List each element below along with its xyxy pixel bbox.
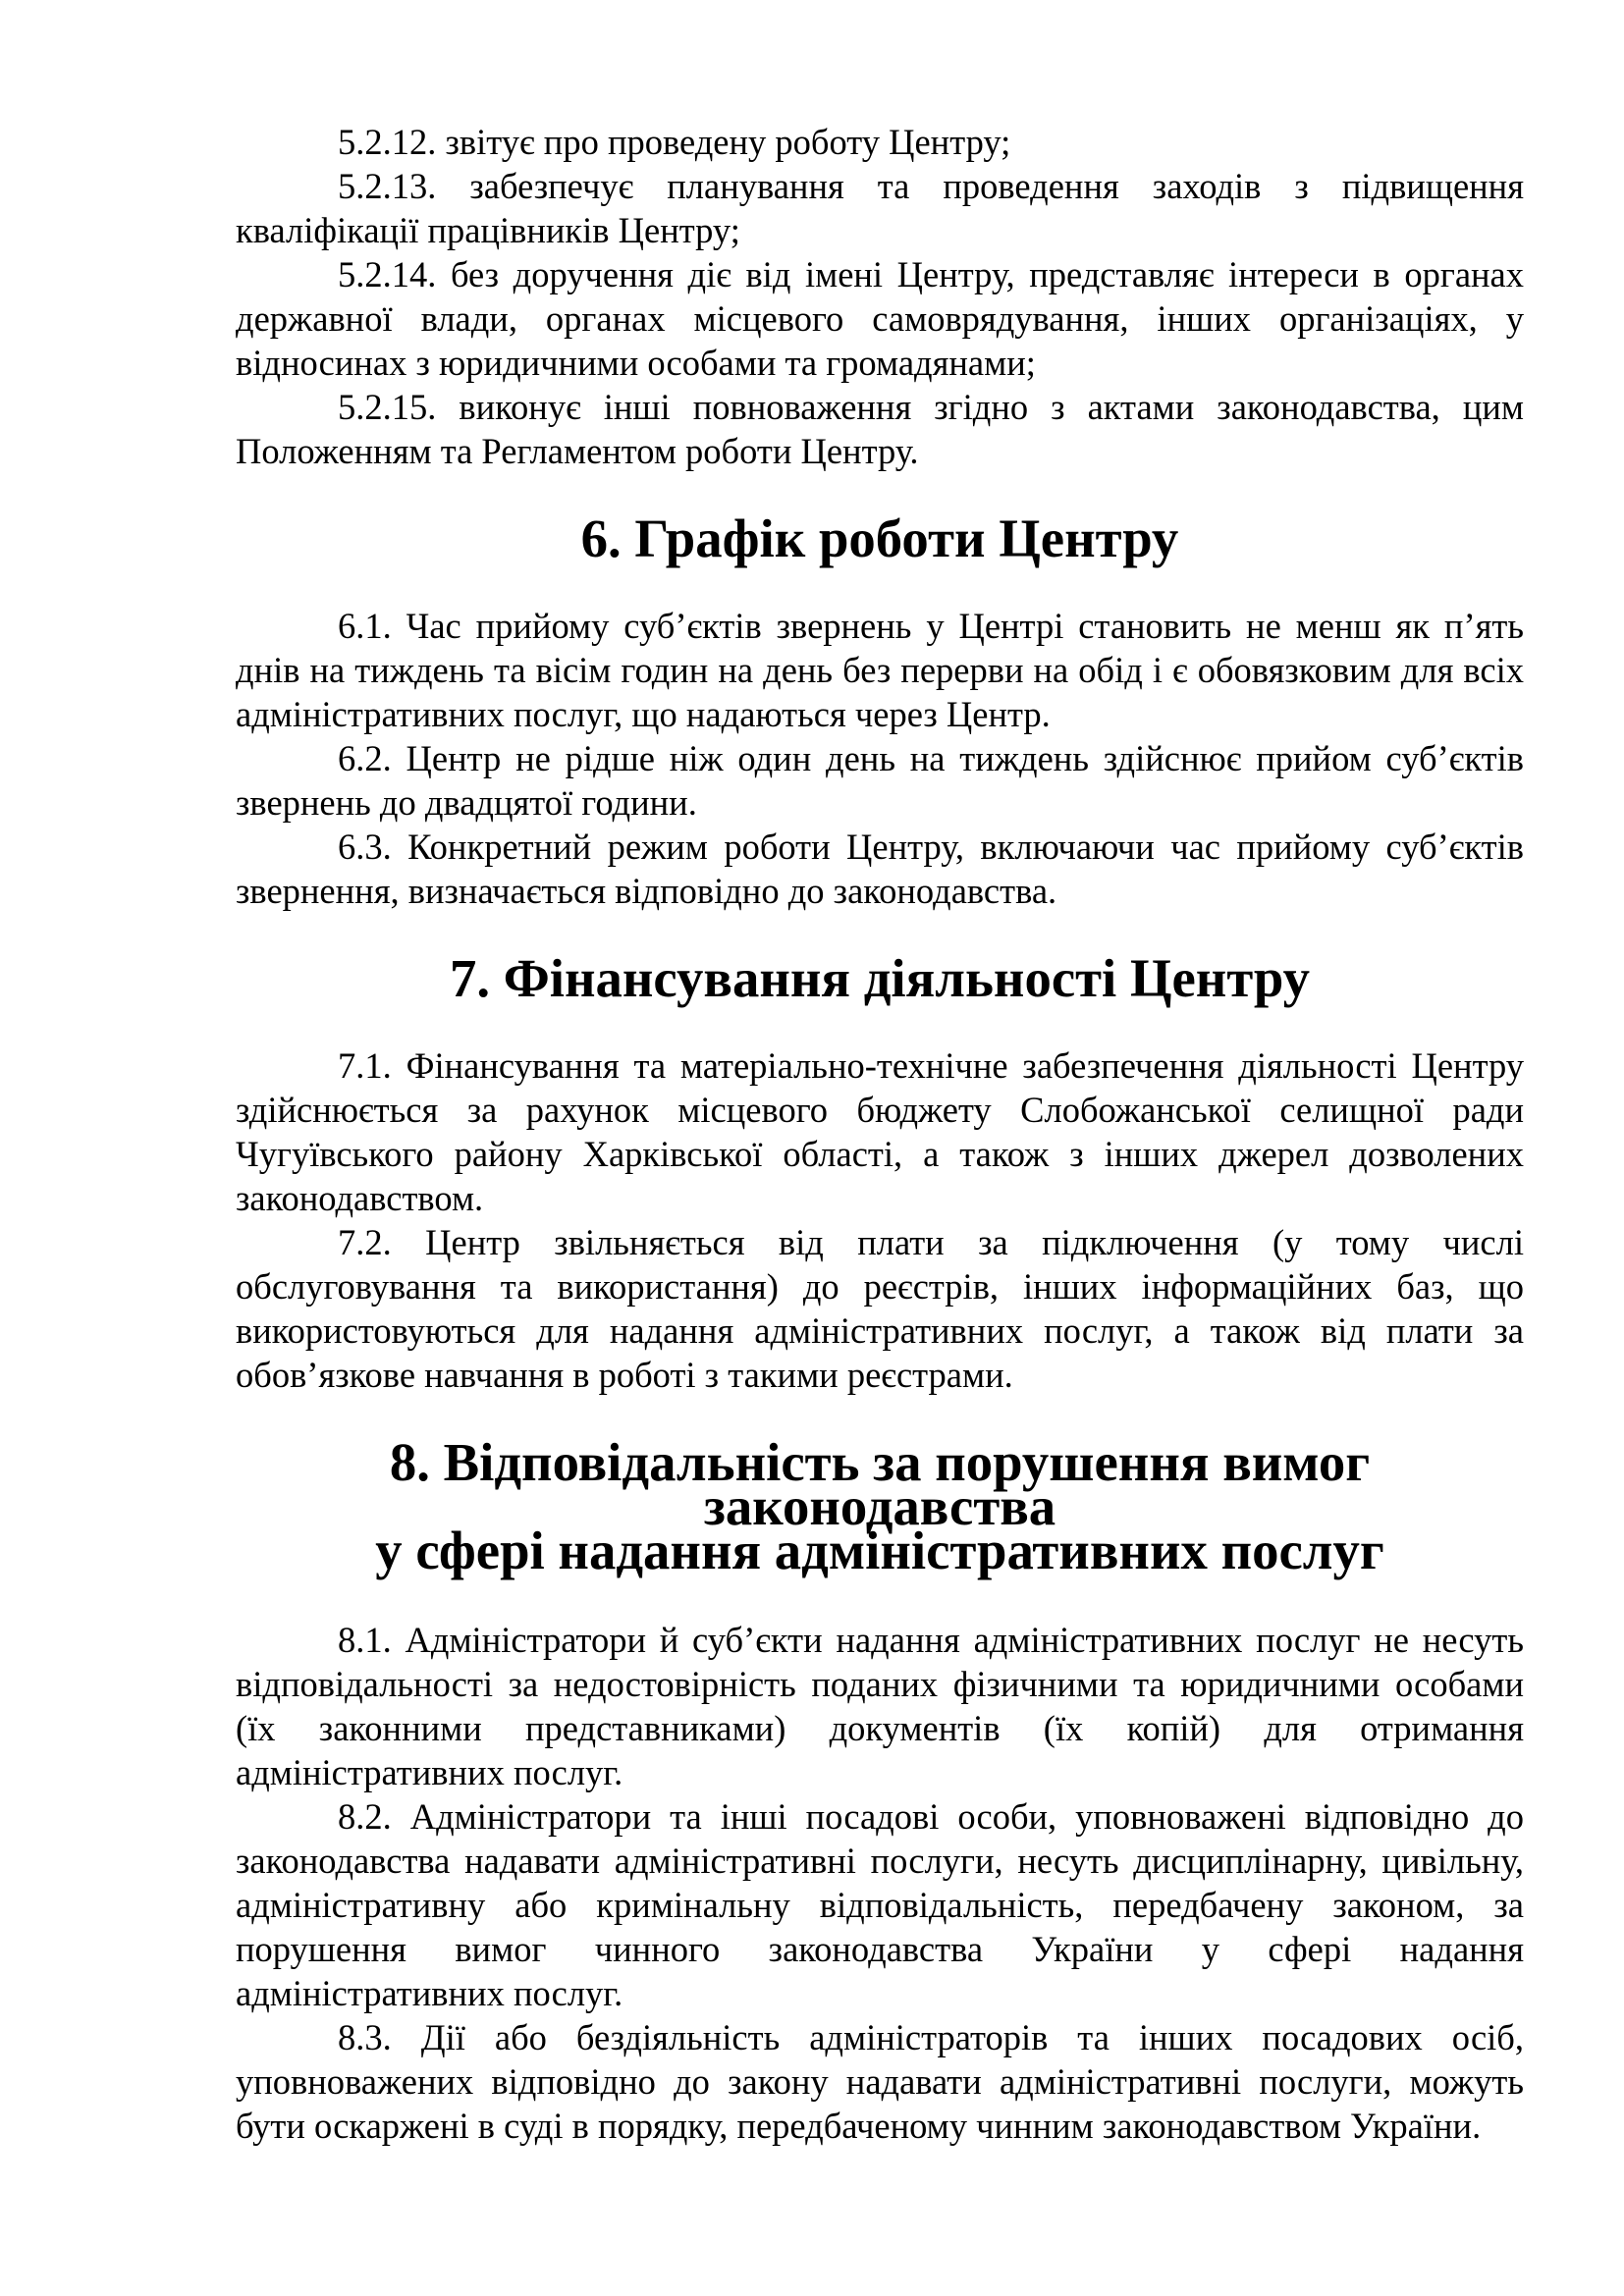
section-7-heading: 7. Фінансування діяльності Центру xyxy=(449,948,1311,1008)
clause-6-3: 6.3. Конкретний режим роботи Центру, включаючи час прийому суб’єктів звернення, визначається відповідно до законодавства. xyxy=(236,827,1524,911)
section-8-heading-line-2: у сфері надання адміністративних послуг xyxy=(375,1521,1384,1580)
clause-5-2-15: 5.2.15. виконує інші повноваження згідно з актами законодавства, цим Положенням та Регламентом роботи Центру. xyxy=(236,387,1524,471)
clause-6-2: 6.2. Центр не рідше ніж один день на тиждень здійснює прийом суб’єктів звернень до двадцятої години. xyxy=(236,738,1524,823)
clause-6-1: 6.1. Час прийому суб’єктів звернень у Центрі становить не менш як п’ять днів на тиждень та вісім годин на день без перерви на обід і є обовязковим для всіх адміністративних послуг, що надаються через Центр. xyxy=(236,606,1524,734)
document-page xyxy=(236,120,1524,2148)
clause-7-2: 7.2. Центр звільняється від плати за підключення (у тому числі обслуговування та використання) до реєстрів, інших інформаційних баз, що використовуються для надання адміністративних послуг, а також від плати за обов’язкове навчання в роботі з такими реєстрами. xyxy=(236,1222,1524,1395)
section-8-heading-line-1: 8. Відповідальність за порушення вимог законодавства xyxy=(389,1432,1371,1536)
clause-8-1: 8.1. Адміністратори й суб’єкти надання адміністративних послуг не несуть відповідальності за недостовірність поданих фізичними та юридичними особами (їх законними представниками) документів (їх копій) для отримання адміністративних послуг. xyxy=(236,1620,1524,1792)
clause-5-2-14: 5.2.14. без доручення діє від імені Центру, представляє інтереси в органах державної влади, органах місцевого самоврядування, інших організаціях, у відносинах з юридичними особами та громадянами; xyxy=(236,254,1524,383)
clause-5-2-13: 5.2.13. забезпечує планування та проведення заходів з підвищення кваліфікації працівників Центру; xyxy=(236,166,1524,250)
clause-8-3: 8.3. Дії або бездіяльність адміністраторів та інших посадових осіб, уповноважених відповідно до закону надавати адміністративні послуги, можуть бути оскаржені в суді в порядку, передбаченому чинним законодавством України. xyxy=(236,2017,1524,2146)
clause-7-1: 7.1. Фінансування та матеріально-технічне забезпечення діяльності Центру здійснюється за рахунок місцевого бюджету Слобожанської селищної ради Чугуївського району Харківської області, а також з інших джерел дозволених законодавством. xyxy=(236,1045,1524,1218)
clause-5-2-12: 5.2.12. звітує про проведену роботу Центру; xyxy=(338,122,1011,162)
clause-8-2: 8.2. Адміністратори та інші посадові особи, уповноважені відповідно до законодавства надавати адміністративні послуги, несуть дисциплінарну, цивільну, адміністративну або кримінальну відповідальність, передбачену законом, за порушення вимог чинного законодавства України у сфері надання адміністративних послуг. xyxy=(236,1796,1524,2013)
section-8-heading xyxy=(236,1432,1524,1580)
section-6-heading: 6. Графік роботи Центру xyxy=(580,508,1179,568)
